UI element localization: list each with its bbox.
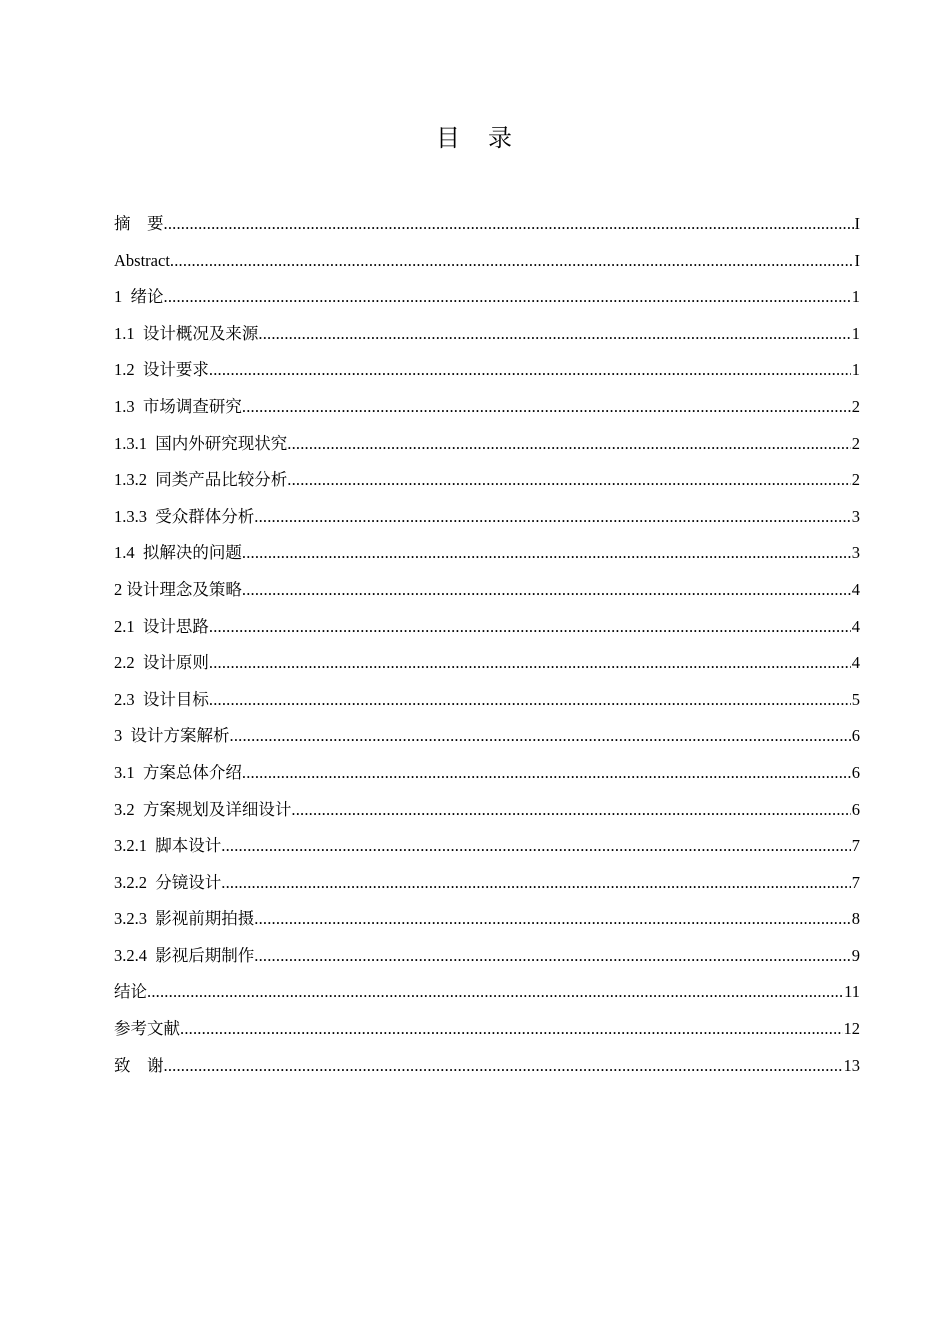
toc-entry-label: 1.2 设计要求 [114,360,209,380]
toc-entry-label: 1.3.2 同类产品比较分析 [114,470,288,490]
toc-entry[interactable] [114,243,860,280]
toc-entry-label: 2 设计理念及策略 [114,579,242,599]
toc-entry-label: 1.3.1 国内外研究现状究 [114,433,288,453]
toc-entry-page-number: 1 [851,360,860,380]
toc-entry[interactable] [114,828,860,865]
toc-dot-leader [164,279,851,316]
toc-entry-page-number: 4 [851,653,860,673]
toc-entry-label: 3.2.3 影视前期拍摄 [114,909,255,929]
toc-entry-page-number: I [854,250,860,270]
toc-entry-label: 1.1 设计概况及来源 [114,323,259,343]
toc-entry[interactable] [114,682,860,719]
toc-entry-label: 致 谢 [114,1055,164,1075]
toc-entry[interactable] [114,865,860,902]
toc-entry[interactable] [114,609,860,646]
toc-dot-leader [221,828,851,865]
toc-title: 目 录 [436,124,514,152]
toc-dot-leader [258,316,850,353]
toc-entry-page-number: I [854,214,860,233]
toc-entry[interactable] [114,755,860,792]
toc-entry-label: 1 绪论 [114,287,164,307]
toc-dot-leader [170,243,854,280]
toc-dot-leader [254,901,851,938]
toc-entry[interactable] [114,718,860,755]
toc-entry-label: 2.1 设计思路 [114,616,209,636]
toc-entry[interactable] [114,352,860,389]
toc-dot-leader [242,389,851,426]
toc-entry[interactable] [114,572,860,609]
toc-entry-page-number: 11 [844,982,860,1002]
toc-entry[interactable] [114,206,860,243]
toc-entry-label: 2.3 设计目标 [114,689,209,709]
toc-dot-leader [230,718,851,755]
toc-entry-label: 1.3 市场调查研究 [114,396,242,416]
toc-dot-leader [209,609,851,646]
toc-entry-page-number: 4 [851,579,860,599]
toc-dot-leader [287,462,851,499]
toc-entry-label: 3.1 方案总体介绍 [114,762,242,782]
toc-entry-page-number: 6 [851,726,860,746]
toc-dot-leader [209,645,851,682]
toc-dot-leader [242,755,851,792]
toc-dot-leader [291,792,850,829]
toc-entry-label: 1.4 拟解决的问题 [114,543,242,563]
toc-entry-page-number: 2 [851,433,860,453]
toc-entry-page-number: 1 [851,287,860,307]
toc-entry[interactable] [114,462,860,499]
toc-entry-label: 3.2.2 分镜设计 [114,872,222,892]
toc-dot-leader [221,865,851,902]
toc-dot-leader [254,938,851,975]
toc-entry-label: 1.3.3 受众群体分析 [114,506,255,526]
toc-entry-page-number: 3 [851,506,860,526]
toc-entry-page-number: 7 [851,872,860,892]
toc-entry[interactable] [114,1048,860,1085]
toc-dot-leader [242,572,851,609]
toc-dot-leader [209,352,851,389]
toc-entry-label: 2.2 设计原则 [114,653,209,673]
toc-entry[interactable] [114,499,860,536]
toc-entry[interactable] [114,279,860,316]
toc-entry[interactable] [114,792,860,829]
toc-entry-page-number: 6 [851,799,860,819]
toc-entry-label: 结论 [114,982,147,1002]
toc-entry[interactable] [114,645,860,682]
toc-entry-page-number: 8 [851,909,860,929]
toc-dot-leader [287,426,851,463]
toc-entry-label: 参考文献 [114,1019,180,1039]
toc-entry[interactable] [114,901,860,938]
toc-dot-leader [209,682,851,719]
toc-entry[interactable] [114,938,860,975]
toc-dot-leader [180,1011,843,1048]
toc-dot-leader [147,974,843,1011]
toc-entry-page-number: 12 [843,1019,860,1039]
toc-entry-page-number: 9 [851,945,860,965]
toc-entry-label: 3.2.4 影视后期制作 [114,945,255,965]
toc-entry-label: 3 设计方案解析 [114,726,230,746]
toc-entry-page-number: 5 [851,689,860,709]
toc-entry-page-number: 6 [851,762,860,782]
toc-entry[interactable] [114,426,860,463]
toc-entry[interactable] [114,316,860,353]
toc-dot-leader [164,1048,843,1085]
toc-dot-leader [164,206,854,243]
toc-entry-page-number: 7 [851,836,860,856]
toc-entry[interactable] [114,974,860,1011]
toc-entry[interactable] [114,535,860,572]
toc-entry-label: Abstract [114,250,170,270]
toc-entry-label: 3.2 方案规划及详细设计 [114,799,292,819]
toc-dot-leader [242,535,851,572]
toc-entry-page-number: 1 [851,323,860,343]
toc-entry-label: 3.2.1 脚本设计 [114,836,222,856]
toc-entry-page-number: 2 [851,396,860,416]
toc-entry[interactable] [114,389,860,426]
toc-entry-label: 摘 要 [114,214,164,233]
toc-entry-page-number: 3 [851,543,860,563]
toc-entry-page-number: 2 [851,470,860,490]
toc-dot-leader [254,499,851,536]
toc-entry-page-number: 4 [851,616,860,636]
toc-list [114,206,860,1084]
toc-entry[interactable] [114,1011,860,1048]
toc-entry-page-number: 13 [843,1055,860,1075]
